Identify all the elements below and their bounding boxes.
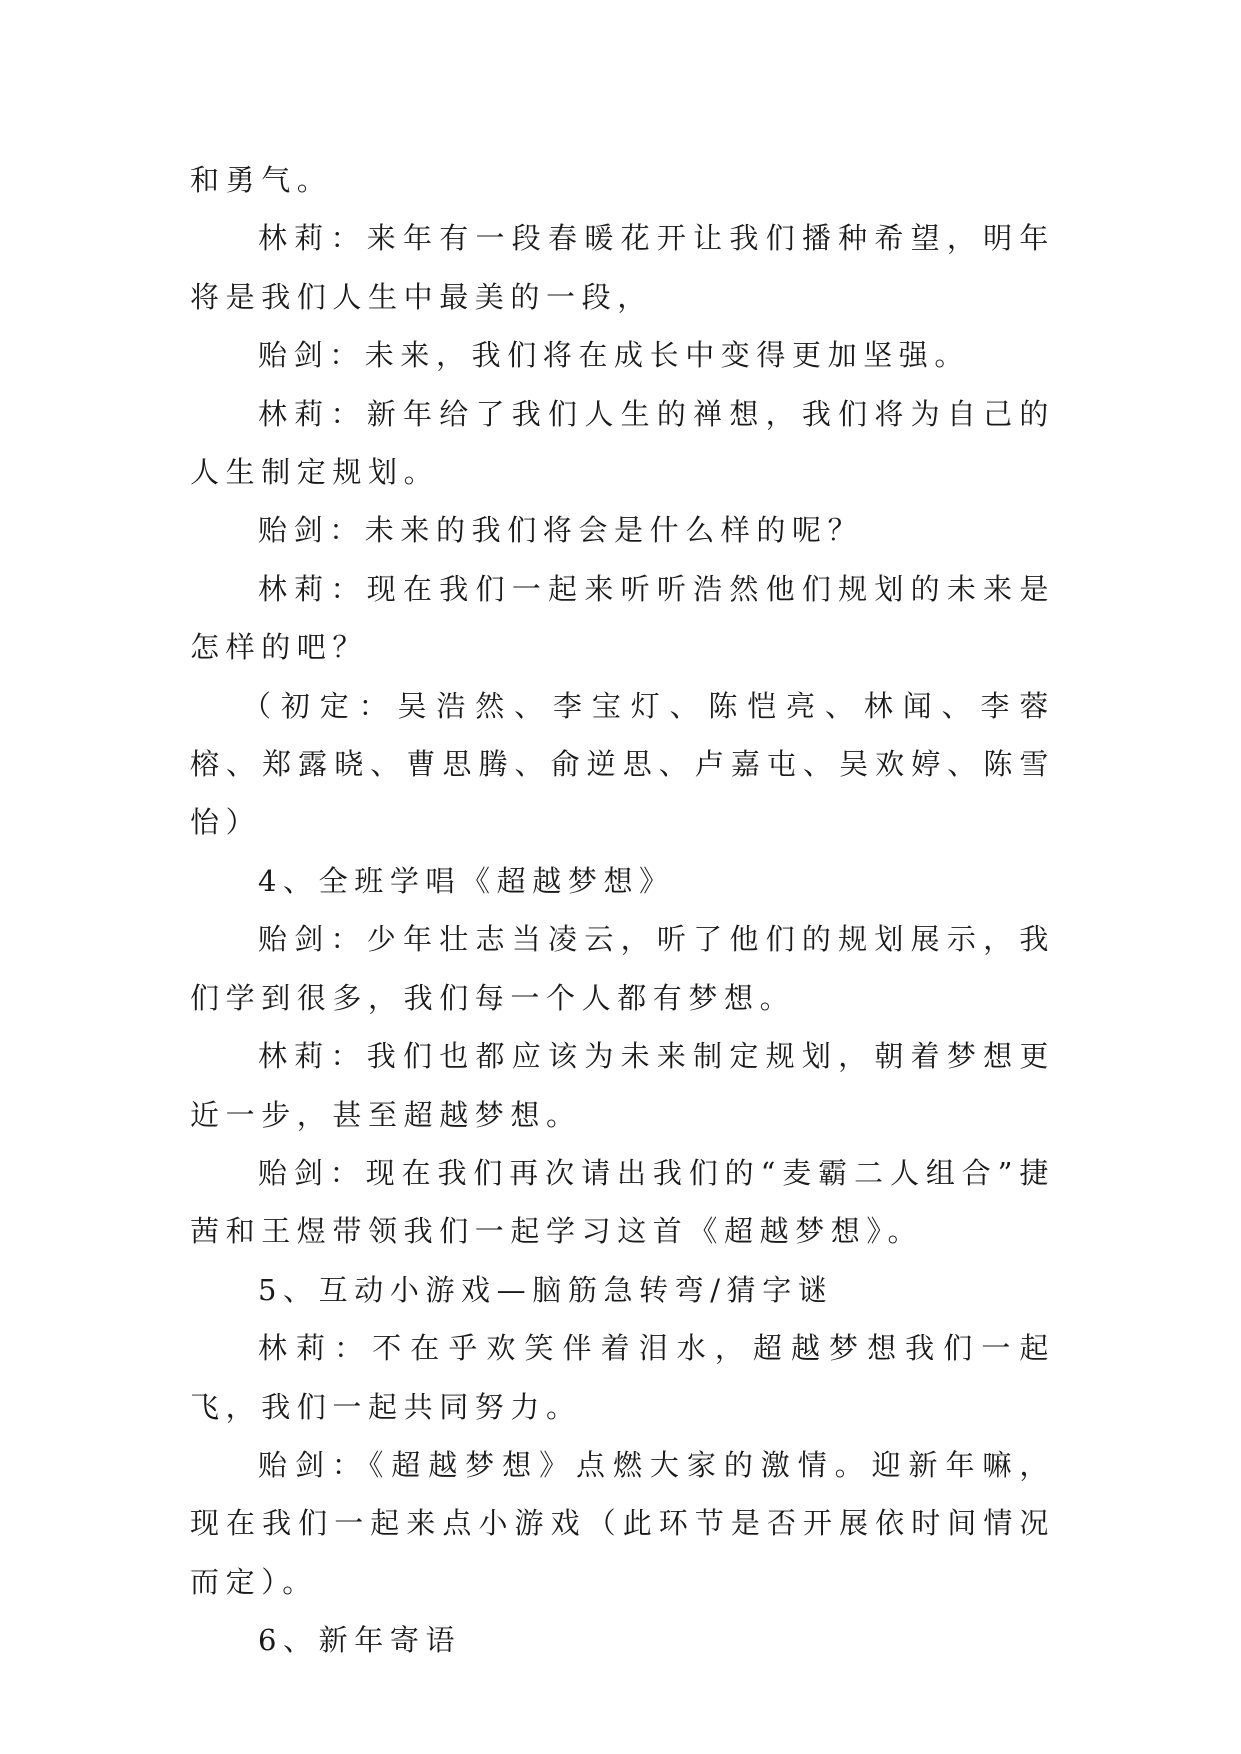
dialogue-yijian-1: 贻剑：未来，我们将在成长中变得更加坚强。 bbox=[258, 338, 971, 373]
dialogue-linli-2: 林莉：新年给了我们人生的禅想，我们将为自己的人生制定规划。 bbox=[190, 396, 1055, 490]
dialogue-linli-5: 林莉：不在乎欢笑伴着泪水，超越梦想我们一起飞，我们一起共同努力。 bbox=[190, 1331, 1055, 1424]
dialogue-linli-4: 林莉：我们也都应该为未来制定规划，朝着梦想更近一步，甚至超越梦想。 bbox=[190, 1039, 1055, 1132]
section-heading-4: 4、全班学唱《超越梦想》 bbox=[258, 863, 675, 898]
dialogue-yijian-5: 贻剑：《超越梦想》点燃大家的激情。迎新年嘛，现在我们一起来点小游戏（此环节是否开展依时间情况而定）。 bbox=[190, 1447, 1055, 1599]
paragraph-continuation: 和勇气。 bbox=[190, 163, 333, 197]
section-heading-5: 5、互动小游戏—脑筋急转弯/猜字谜 bbox=[258, 1272, 834, 1307]
dialogue-linli-1: 林莉：来年有一段春暖花开让我们播种希望，明年将是我们人生中最美的一段， bbox=[190, 221, 1055, 314]
dialogue-yijian-2: 贻剑：未来的我们将会是什么样的呢？ bbox=[258, 513, 864, 548]
dialogue-yijian-4: 贻剑：现在我们再次请出我们的“麦霸二人组合”捷茜和王煜带领我们一起学习这首《超越梦想》。 bbox=[190, 1155, 1055, 1249]
participant-list: （初定：吴浩然、李宝灯、陈恺亮、林闻、李蓉榕、郑露晓、曹思腾、俞逆思、卢嘉屯、吴欢婷、陈雪怡） bbox=[190, 688, 1055, 840]
dialogue-yijian-3: 贻剑：少年壮志当凌云，听了他们的规划展示，我们学到很多，我们每一个人都有梦想。 bbox=[190, 922, 1055, 1015]
document-page bbox=[190, 151, 1055, 1670]
section-heading-6: 6、新年寄语 bbox=[258, 1623, 462, 1658]
dialogue-linli-3: 林莉：现在我们一起来听听浩然他们规划的未来是怎样的吧？ bbox=[190, 571, 1055, 665]
